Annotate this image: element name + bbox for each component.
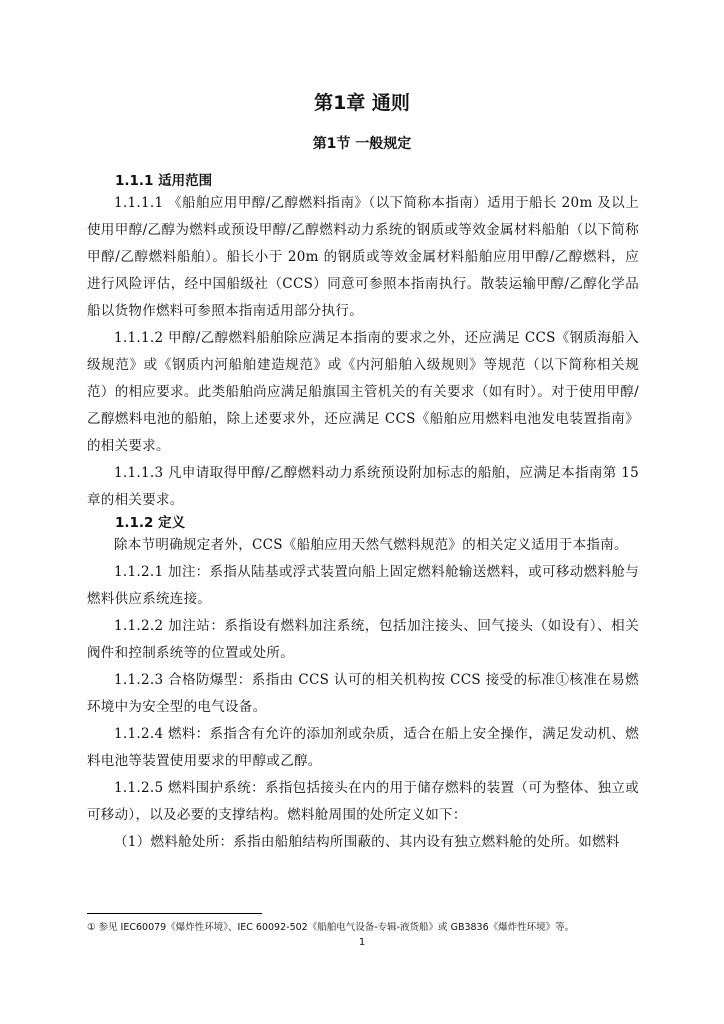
paragraph: 1.1.2.4 燃料：系指含有允许的添加剂或杂质，适合在船上安全操作，满足发动机、燃料电池等装置使用要求的甲醇或乙醇。 (87, 726, 639, 769)
paragraph: 1.1.1.2 甲醇/乙醇燃料船舶除应满足本指南的要求之外，还应满足 CCS《钢质海船入级规范》或《钢质内河船舶建造规范》或《内河船舶入级规则》等规范（以下简称相关规范）的相应要求。此类船舶尚应满足船旗国主管机关的有关要求（如有时）。对于使用甲醇/乙醇燃料电池的船舶，除上述要求外，还应满足 CCS《船舶应用燃料电池发电装置指南》的相关要求。 (87, 330, 639, 454)
paragraph: 1.1.2.2 加注站：系指设有燃料加注系统，包括加注接头、回气接头（如设有）、相关阀件和控制系统等的位置或处所。 (87, 618, 639, 661)
paragraph: （1）燃料舱处所：系指由船舶结构所围蔽的、其内设有独立燃料舱的处所。如燃料 (114, 834, 620, 850)
paragraph: 1.1.2.5 燃料围护系统：系指包括接头在内的用于储存燃料的装置（可为整体、独立或可移动），以及必要的支撑结构。燃料舱周围的处所定义如下： (87, 780, 639, 823)
subsection-heading: 1.1.2 定义 (115, 515, 186, 531)
paragraph: 1.1.2.1 加注：系指从陆基或浮式装置向船上固定燃料舱输送燃料，或可移动燃料舱与燃料供应系统连接。 (87, 564, 639, 607)
paragraph: 1.1.1.3 凡申请取得甲醇/乙醇燃料动力系统预设附加标志的船舶，应满足本指南第 15 章的相关要求。 (87, 465, 639, 508)
subsection-heading: 1.1.1 适用范围 (115, 173, 213, 189)
paragraph: 除本节明确规定者外，CCS《船舶应用天然气燃料规范》的相关定义适用于本指南。 (114, 537, 628, 553)
chapter-title: 第1章 通则 (314, 92, 410, 114)
footnote: ① 参见 IEC60079《爆炸性环境》、IEC 60092-502《船舶电气设备-专辑-液货船》或 GB3836《爆炸性环境》等。 (87, 922, 575, 933)
page-number: 1 (358, 937, 366, 948)
paragraph: 1.1.2.3 合格防爆型：系指由 CCS 认可的相关机构按 CCS 接受的标准①核准在易燃环境中为安全型的电气设备。 (87, 672, 639, 715)
footnote-divider (87, 913, 262, 914)
body-text (87, 172, 639, 856)
paragraph: 1.1.1.1 《船舶应用甲醇/乙醇燃料指南》（以下简称本指南）适用于船长 20m 及以上使用甲醇/乙醇为燃料或预设甲醇/乙醇燃料动力系统的钢质或等效金属材料船舶（以下简称甲醇/乙醇燃料船舶）。船长小于 20m 的钢质或等效金属材料船舶应用甲醇/乙醇燃料，应进行风险评估，经中国船级社（CCS）同意可参照本指南执行。散装运输甲醇/乙醇化学品船以货物作燃料可参照本指南适用部分执行。 (87, 195, 639, 319)
section-title: 第1节 一般规定 (312, 136, 412, 152)
